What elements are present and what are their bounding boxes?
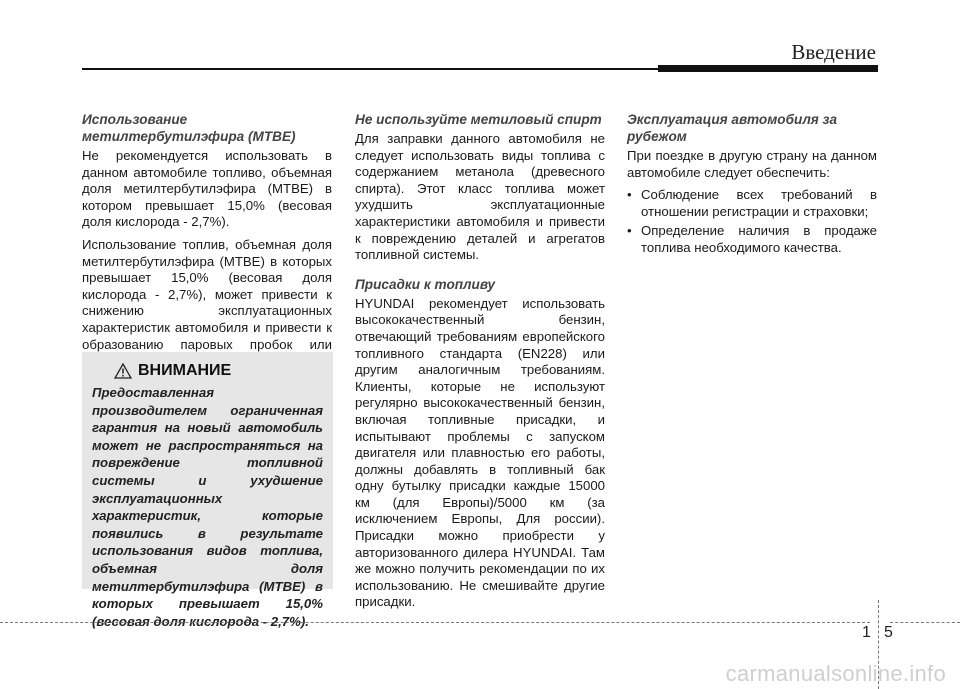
paragraph-abroad-intro: При поездке в другую страну на данном автомобиле следует обеспечить:	[627, 148, 877, 180]
warning-text: Предоставленная производителем ограниченная гарантия на новый автомобиль может не распространяться на повреждение топливной системы и ухудшение эксплуатационных характеристик, которые появились в результате использования видов топлива, объемная доля метилтербутилэфира (MTBE) в которых превышает 15,0% (весовая доля кислорода - 2,7%).	[92, 385, 323, 629]
page-number: 5	[884, 624, 893, 641]
column-right	[627, 111, 877, 260]
paragraph-mtbe-1: Не рекомендуется использовать в данном автомобиле топливо, объемная доля метилтербутилэфира (MTBE) в котором превышает 15,0% (весовая доля кислорода - 2,7%).	[82, 148, 332, 230]
footer-rule-right	[890, 622, 960, 623]
section-heading-methanol: Не используйте метиловый спирт	[355, 112, 602, 127]
list-item: • Соблюдение всех требований в отношении регистрации и страховки;	[627, 187, 877, 220]
warning-title: ВНИМАНИЕ	[138, 362, 232, 379]
paragraph-additives: HYUNDAI рекомендует использовать высококачественный бензин, отвечающий требованиям европейского топливного стандарта (EN228) или другим аналогичным требованиям. Клиенты, которые не используют регулярно высококачественный бензин, включая топливные присадки, и испытывают проблемы с запуском двигателя или плавностью его работы, должны добавлять в топливный бак одну бутылку присадки каждые 15000 км (для Европы)/5000 км (за исключением Европы, Для россии). Присадки можно приобрести у авторизованного дилера HYUNDAI. Там же можно получить рекомендации по их использованию. Не смешивайте другие присадки.	[355, 295, 605, 610]
paragraph-mtbe-2: Использование топлив, объемная доля метилтербутилэфира (MTBE) в которых превышает 15,0% (весовая доля кислорода - 2,7%), может привести к снижению эксплуатационных характеристик автомобиля и привести к образованию паровых пробок или	[82, 236, 332, 352]
warning-header	[92, 362, 323, 380]
paragraph-methanol: Для заправки данного автомобиля не следует использовать виды топлива с содержанием метанола (древесного спирта). Этот класс топлива может ухудшить эксплуатационные характеристики автомобиля и привести к повреждению деталей и агрегатов топливной системы.	[355, 131, 605, 263]
section-heading-abroad: Эксплуатация автомобиля за рубежом	[627, 112, 838, 144]
bullet-list	[627, 187, 877, 256]
section-heading-mtbe: Использование метилтербутилэфира (MTBE)	[82, 112, 296, 144]
page-header-title: Введение	[791, 40, 876, 64]
list-item: • Определение наличия в продаже топлива необходимого качества.	[627, 223, 877, 256]
header-rule-accent	[658, 65, 878, 72]
chapter-number: 1	[862, 624, 871, 641]
column-left	[82, 111, 332, 376]
section-heading-additives: Присадки к топливу	[355, 276, 496, 292]
watermark: carmanualsonline.info	[725, 661, 946, 686]
footer-rule	[0, 622, 870, 623]
column-middle	[355, 111, 605, 617]
warning-triangle-icon	[114, 363, 132, 379]
warning-box	[82, 352, 333, 629]
header-rule	[82, 68, 658, 70]
